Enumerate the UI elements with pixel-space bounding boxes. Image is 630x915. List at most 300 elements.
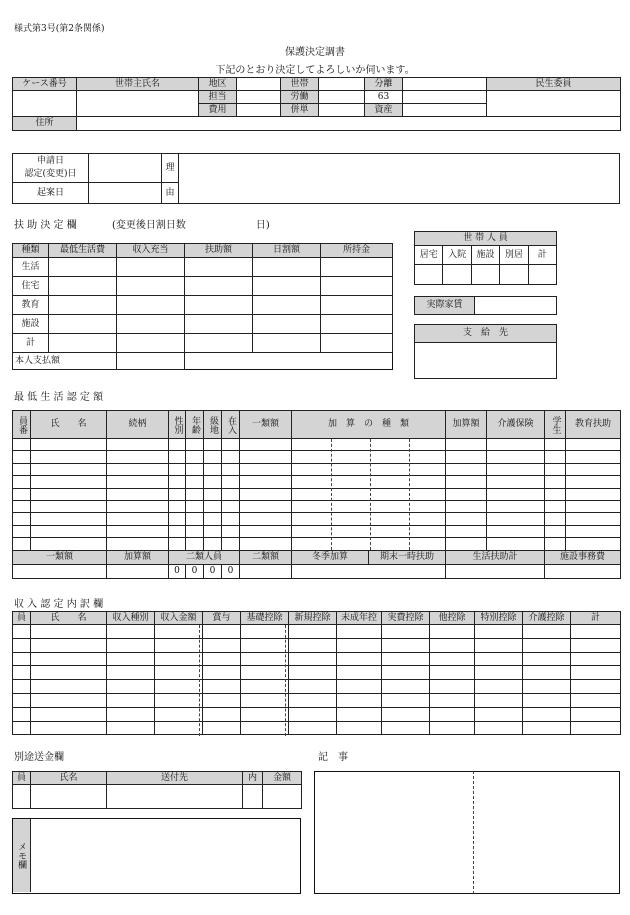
household-value[interactable]	[319, 78, 365, 91]
ml-cell[interactable]	[487, 538, 545, 550]
ml-cell[interactable]	[204, 439, 222, 451]
inc-cell[interactable]	[523, 652, 571, 666]
ml-row	[13, 538, 621, 550]
commissioner-value[interactable]	[487, 91, 621, 117]
ml-cell[interactable]	[545, 500, 566, 512]
inc-cell[interactable]	[31, 693, 107, 707]
ml-cell[interactable]	[240, 525, 292, 537]
ml-cell[interactable]	[31, 451, 107, 463]
inc-cell[interactable]	[475, 721, 523, 735]
inc-cell[interactable]	[203, 680, 241, 694]
inc-cell[interactable]	[337, 625, 382, 639]
ml-cell[interactable]	[487, 451, 545, 463]
ml-cell[interactable]	[107, 513, 169, 525]
ml-cell[interactable]	[222, 513, 240, 525]
inc-header-total: 計	[571, 612, 621, 625]
ml-sum-yearend: 期末一時扶助	[369, 551, 446, 564]
ml-row	[13, 500, 621, 512]
inc-cell[interactable]	[13, 680, 31, 694]
notes-box[interactable]	[314, 771, 620, 894]
ml-cell[interactable]	[13, 439, 31, 451]
ml-cell[interactable]	[545, 463, 566, 475]
inc-cell[interactable]	[289, 693, 337, 707]
ml-cell[interactable]	[446, 500, 487, 512]
inc-cell[interactable]	[155, 638, 203, 652]
ml-cell[interactable]	[446, 439, 487, 451]
ml-cell[interactable]	[169, 476, 186, 488]
ml-cell[interactable]	[545, 513, 566, 525]
aid-cell[interactable]	[185, 258, 253, 277]
inc-cell[interactable]	[241, 652, 289, 666]
inc-cell[interactable]	[382, 638, 430, 652]
district-value[interactable]	[237, 78, 281, 91]
inc-cell[interactable]	[107, 680, 155, 694]
remit-cell[interactable]	[107, 785, 243, 809]
ml-cell[interactable]	[186, 488, 204, 500]
ml-cell[interactable]	[186, 525, 204, 537]
inc-cell[interactable]	[289, 652, 337, 666]
payee-value[interactable]	[415, 343, 557, 379]
inc-cell[interactable]	[155, 666, 203, 680]
aid-cell[interactable]	[321, 277, 393, 296]
inc-cell[interactable]	[107, 666, 155, 680]
inc-cell[interactable]	[523, 666, 571, 680]
inc-cell[interactable]	[475, 652, 523, 666]
inc-cell[interactable]	[155, 693, 203, 707]
inc-cell[interactable]	[31, 625, 107, 639]
inc-cell[interactable]	[241, 666, 289, 680]
combined-value[interactable]	[319, 104, 365, 117]
ml-cell[interactable]	[186, 538, 204, 550]
inc-cell[interactable]	[382, 666, 430, 680]
inc-cell[interactable]	[523, 638, 571, 652]
ml-cell[interactable]	[545, 525, 566, 537]
ml-sum-class2: 二類額	[240, 550, 292, 564]
ml-cell[interactable]	[204, 525, 222, 537]
ml-cell[interactable]	[169, 463, 186, 475]
aid-cell[interactable]	[185, 315, 253, 334]
ml-cell[interactable]	[186, 500, 204, 512]
memo-box[interactable]	[12, 818, 301, 894]
inc-cell[interactable]	[31, 721, 107, 735]
ml-cell[interactable]	[240, 439, 292, 451]
inc-cell[interactable]	[475, 666, 523, 680]
ml-cell[interactable]	[487, 488, 545, 500]
aid-cell[interactable]	[321, 296, 393, 315]
ml-cell[interactable]	[566, 525, 621, 537]
apply-date-value[interactable]	[89, 154, 162, 183]
inc-cell[interactable]	[523, 680, 571, 694]
ml-cell[interactable]	[222, 500, 240, 512]
inc-cell[interactable]	[430, 625, 475, 639]
ml-cell[interactable]	[169, 538, 186, 550]
ml-cell[interactable]	[169, 525, 186, 537]
inc-cell[interactable]	[203, 721, 241, 735]
ml-cell[interactable]	[107, 538, 169, 550]
remit-cell[interactable]	[243, 785, 263, 809]
aid-cell[interactable]	[185, 277, 253, 296]
ml-cell[interactable]	[240, 463, 292, 475]
assets-value[interactable]	[403, 104, 487, 117]
ml-cell[interactable]	[292, 476, 446, 488]
inc-cell[interactable]	[475, 707, 523, 721]
ml-cell[interactable]	[292, 525, 446, 537]
inc-cell[interactable]	[571, 666, 621, 680]
members-cell[interactable]	[415, 265, 443, 285]
inc-cell[interactable]	[523, 693, 571, 707]
ml-cell[interactable]	[487, 439, 545, 451]
ml-cell[interactable]	[545, 439, 566, 451]
inc-cell[interactable]	[475, 625, 523, 639]
inc-cell[interactable]	[289, 680, 337, 694]
inc-cell[interactable]	[430, 638, 475, 652]
ml-row	[13, 463, 621, 475]
ml-cell[interactable]	[169, 513, 186, 525]
ml-cell[interactable]	[446, 463, 487, 475]
ml-cell[interactable]	[169, 439, 186, 451]
inc-cell[interactable]	[31, 638, 107, 652]
ml-cell[interactable]	[204, 476, 222, 488]
header-household: 世帯	[281, 78, 319, 91]
aid-cell[interactable]	[185, 334, 253, 353]
inc-cell[interactable]	[107, 625, 155, 639]
inc-cell[interactable]	[13, 666, 31, 680]
inc-cell[interactable]	[430, 721, 475, 735]
members-separate: 別居	[500, 246, 528, 265]
header-labor: 労働	[281, 91, 319, 104]
ml-cell[interactable]	[186, 476, 204, 488]
aid-cell[interactable]	[321, 315, 393, 334]
ml-cell[interactable]	[204, 451, 222, 463]
inc-cell[interactable]	[107, 707, 155, 721]
ml-cell[interactable]	[240, 488, 292, 500]
aid-cell[interactable]	[49, 334, 117, 353]
inc-cell[interactable]	[13, 625, 31, 639]
remit-cell[interactable]	[13, 785, 31, 809]
ml-cell[interactable]	[107, 463, 169, 475]
inc-cell[interactable]	[475, 693, 523, 707]
ml-cell[interactable]	[107, 488, 169, 500]
inc-cell[interactable]	[475, 680, 523, 694]
ml-cell[interactable]	[186, 513, 204, 525]
ml-cell[interactable]	[487, 525, 545, 537]
ml-cell[interactable]	[107, 451, 169, 463]
aid-cell[interactable]	[253, 315, 321, 334]
ml-cell[interactable]	[13, 488, 31, 500]
aid-cell[interactable]	[49, 277, 117, 296]
aid-cell[interactable]	[253, 258, 321, 277]
ml-cell[interactable]	[107, 500, 169, 512]
inc-cell[interactable]	[31, 652, 107, 666]
cost-value[interactable]	[237, 104, 281, 117]
ml-cell[interactable]	[566, 476, 621, 488]
inc-cell[interactable]	[382, 625, 430, 639]
inc-cell[interactable]	[203, 707, 241, 721]
inc-cell[interactable]	[337, 666, 382, 680]
address-value[interactable]	[77, 117, 621, 131]
ml-cell[interactable]	[222, 451, 240, 463]
inc-cell[interactable]	[337, 707, 382, 721]
inc-cell[interactable]	[337, 721, 382, 735]
inc-cell[interactable]	[13, 638, 31, 652]
members-cell[interactable]	[443, 265, 471, 285]
inc-cell[interactable]	[107, 652, 155, 666]
inc-cell[interactable]	[571, 652, 621, 666]
inc-cell[interactable]	[13, 707, 31, 721]
inc-cell[interactable]	[289, 625, 337, 639]
inc-cell[interactable]	[382, 680, 430, 694]
ml-cell[interactable]	[566, 451, 621, 463]
aid-cell[interactable]	[117, 258, 185, 277]
ml-cell[interactable]	[13, 463, 31, 475]
inc-cell[interactable]	[571, 680, 621, 694]
ml-cell[interactable]	[240, 538, 292, 550]
remit-header-name: 氏名	[31, 772, 107, 785]
labor-extra[interactable]	[403, 91, 487, 104]
ml-cell[interactable]	[292, 451, 446, 463]
inc-cell[interactable]	[571, 693, 621, 707]
self-pay-value[interactable]	[117, 353, 185, 370]
inc-cell[interactable]	[571, 707, 621, 721]
ml-cell[interactable]	[31, 476, 107, 488]
ml-cell[interactable]	[487, 476, 545, 488]
rent-value[interactable]	[475, 297, 557, 315]
ml-cell[interactable]	[13, 451, 31, 463]
aid-cell[interactable]	[253, 334, 321, 353]
case-number-value[interactable]	[13, 91, 77, 117]
inc-cell[interactable]	[523, 625, 571, 639]
ml-cell[interactable]	[545, 538, 566, 550]
inc-cell[interactable]	[13, 693, 31, 707]
ml-cell[interactable]	[566, 513, 621, 525]
ml-cell[interactable]	[292, 488, 446, 500]
ml-cell[interactable]	[107, 439, 169, 451]
ml-cell[interactable]	[204, 463, 222, 475]
inc-cell[interactable]	[203, 693, 241, 707]
ml-cell[interactable]	[222, 463, 240, 475]
ml-cell[interactable]	[222, 525, 240, 537]
ml-cell[interactable]	[204, 488, 222, 500]
ml-cell[interactable]	[446, 476, 487, 488]
remit-cell[interactable]	[31, 785, 107, 809]
inc-cell[interactable]	[289, 666, 337, 680]
inc-cell[interactable]	[31, 707, 107, 721]
separation-value[interactable]	[403, 78, 487, 91]
ml-cell[interactable]	[566, 439, 621, 451]
inc-cell[interactable]	[430, 707, 475, 721]
inc-cell[interactable]	[241, 625, 289, 639]
ml-cell[interactable]	[169, 488, 186, 500]
ml-cell[interactable]	[186, 439, 204, 451]
ml-cell[interactable]	[487, 513, 545, 525]
inc-cell[interactable]	[13, 721, 31, 735]
ml-cell[interactable]	[13, 476, 31, 488]
ml-cell[interactable]	[222, 439, 240, 451]
inc-cell[interactable]	[382, 652, 430, 666]
inc-cell[interactable]	[523, 721, 571, 735]
inc-cell[interactable]	[13, 652, 31, 666]
inc-cell[interactable]	[241, 707, 289, 721]
ml-cell[interactable]	[31, 538, 107, 550]
ml-cell[interactable]	[31, 463, 107, 475]
ml-cell[interactable]	[545, 488, 566, 500]
aid-cell[interactable]	[117, 296, 185, 315]
ml-cell[interactable]	[13, 500, 31, 512]
inc-cell[interactable]	[430, 666, 475, 680]
members-cell[interactable]	[528, 265, 556, 285]
members-cell[interactable]	[500, 265, 528, 285]
ml-cell[interactable]	[13, 525, 31, 537]
inc-cell[interactable]	[382, 707, 430, 721]
ml-cell[interactable]	[446, 525, 487, 537]
ml-cell[interactable]	[487, 500, 545, 512]
aid-cell[interactable]	[49, 315, 117, 334]
reason-value[interactable]	[179, 154, 620, 204]
inc-cell[interactable]	[203, 638, 241, 652]
ml-cell[interactable]	[204, 513, 222, 525]
ml-cell[interactable]	[566, 488, 621, 500]
ml-cell[interactable]	[566, 538, 621, 550]
ml-cell[interactable]	[240, 500, 292, 512]
aid-cell[interactable]	[117, 334, 185, 353]
inc-cell[interactable]	[107, 721, 155, 735]
inc-cell[interactable]	[430, 680, 475, 694]
inc-cell[interactable]	[382, 721, 430, 735]
aid-cell[interactable]	[253, 296, 321, 315]
inc-cell[interactable]	[430, 652, 475, 666]
inc-cell[interactable]	[241, 721, 289, 735]
ml-sum-facility-cost-value[interactable]	[545, 564, 621, 578]
inc-cell[interactable]	[337, 652, 382, 666]
inc-cell[interactable]	[155, 721, 203, 735]
inc-cell[interactable]	[203, 652, 241, 666]
inc-cell[interactable]	[382, 693, 430, 707]
inc-cell[interactable]	[241, 680, 289, 694]
ml-cell[interactable]	[545, 476, 566, 488]
ml-cell[interactable]	[446, 538, 487, 550]
aid-table	[12, 243, 393, 370]
inc-cell[interactable]	[571, 625, 621, 639]
ml-cell[interactable]	[204, 538, 222, 550]
remit-cell[interactable]	[263, 785, 302, 809]
charge-value[interactable]	[237, 91, 281, 104]
aid-cell[interactable]	[253, 277, 321, 296]
labor-value-cell[interactable]	[319, 91, 365, 104]
ml-cell[interactable]	[31, 488, 107, 500]
aid-cell[interactable]	[49, 296, 117, 315]
aid-row-education	[13, 296, 393, 315]
ml-cell[interactable]	[292, 513, 446, 525]
remit-table	[12, 771, 302, 809]
ml-cell[interactable]	[222, 476, 240, 488]
inc-cell[interactable]	[337, 680, 382, 694]
ml-cell[interactable]	[222, 538, 240, 550]
inc-cell[interactable]	[203, 625, 241, 639]
members-hospital: 入院	[443, 246, 471, 265]
ml-cell[interactable]	[186, 451, 204, 463]
ml-cell[interactable]	[446, 488, 487, 500]
ml-cell[interactable]	[240, 476, 292, 488]
ml-cell[interactable]	[31, 525, 107, 537]
ml-cell[interactable]	[13, 538, 31, 550]
ml-cell[interactable]	[169, 500, 186, 512]
ml-cell[interactable]	[31, 439, 107, 451]
ml-sum-class2-value[interactable]	[240, 564, 292, 578]
inc-cell[interactable]	[337, 638, 382, 652]
inc-header-actual: 実費控除	[382, 612, 430, 625]
inc-cell[interactable]	[430, 693, 475, 707]
inc-row	[13, 625, 621, 639]
ml-cell[interactable]	[186, 463, 204, 475]
ml-cell[interactable]	[545, 451, 566, 463]
ml-cell[interactable]	[204, 500, 222, 512]
ml-sum-addamt-value[interactable]	[107, 564, 169, 578]
aid-cell[interactable]	[49, 258, 117, 277]
inc-cell[interactable]	[155, 625, 203, 639]
aid-cell[interactable]	[117, 315, 185, 334]
ml-cell[interactable]	[31, 513, 107, 525]
ml-cell[interactable]	[292, 500, 446, 512]
ml-cell[interactable]	[107, 525, 169, 537]
ml-cell[interactable]	[240, 451, 292, 463]
inc-cell[interactable]	[571, 721, 621, 735]
aid-row-label: 教育	[13, 296, 49, 315]
ml-cell[interactable]	[292, 463, 446, 475]
ml-sum-living-total-value[interactable]	[446, 564, 545, 578]
ml-cell[interactable]	[13, 513, 31, 525]
aid-cell[interactable]	[185, 296, 253, 315]
inc-cell[interactable]	[31, 680, 107, 694]
inc-cell[interactable]	[337, 693, 382, 707]
aid-cell[interactable]	[321, 334, 393, 353]
inc-cell[interactable]	[523, 707, 571, 721]
inc-cell[interactable]	[289, 721, 337, 735]
inc-cell[interactable]	[289, 638, 337, 652]
inc-cell[interactable]	[107, 638, 155, 652]
ml-cell[interactable]	[292, 538, 446, 550]
inc-cell[interactable]	[31, 666, 107, 680]
inc-cell[interactable]	[203, 666, 241, 680]
inc-cell[interactable]	[289, 707, 337, 721]
ml-cell[interactable]	[566, 463, 621, 475]
inc-cell[interactable]	[571, 638, 621, 652]
aid-cell[interactable]	[117, 277, 185, 296]
ml-sum-winter-value[interactable]	[292, 564, 446, 578]
ml-cell[interactable]	[566, 500, 621, 512]
ml-sum-class1-value[interactable]	[13, 564, 107, 578]
aid-cell[interactable]	[321, 258, 393, 277]
inc-cell[interactable]	[155, 707, 203, 721]
start-date-value[interactable]	[89, 183, 162, 204]
inc-cell[interactable]	[475, 638, 523, 652]
ml-cell[interactable]	[31, 500, 107, 512]
ml-cell[interactable]	[487, 463, 545, 475]
ml-cell[interactable]	[107, 476, 169, 488]
head-name-value[interactable]	[77, 91, 199, 117]
ml-cell[interactable]	[292, 439, 446, 451]
ml-cell[interactable]	[222, 488, 240, 500]
inc-cell[interactable]	[241, 638, 289, 652]
ml-cell[interactable]	[240, 513, 292, 525]
ml-cell[interactable]	[446, 513, 487, 525]
members-cell[interactable]	[471, 265, 499, 285]
ml-cell[interactable]	[446, 451, 487, 463]
inc-cell[interactable]	[107, 693, 155, 707]
ml-cell[interactable]	[169, 451, 186, 463]
inc-cell[interactable]	[155, 652, 203, 666]
inc-cell[interactable]	[155, 680, 203, 694]
inc-cell[interactable]	[241, 693, 289, 707]
